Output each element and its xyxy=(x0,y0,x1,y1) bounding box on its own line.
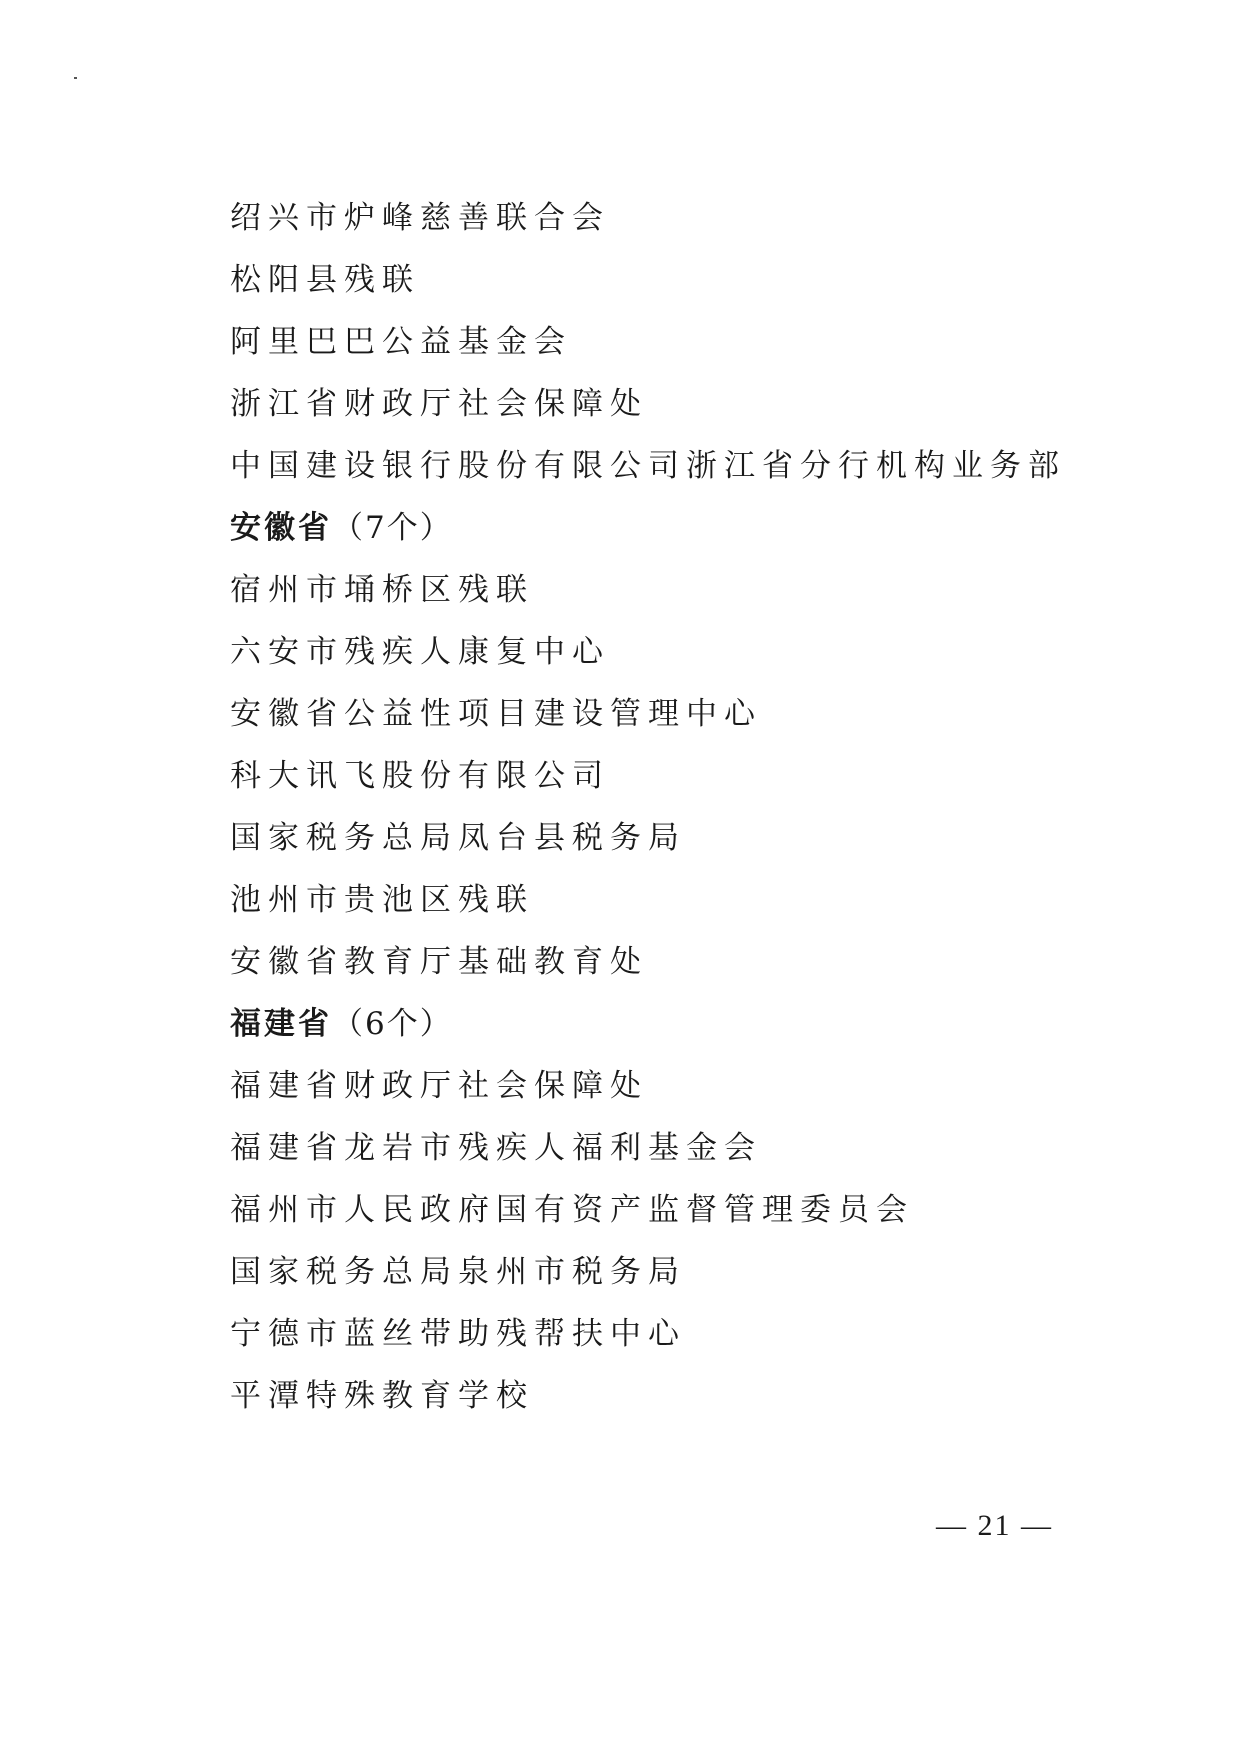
list-item: 宿州市埇桥区残联 xyxy=(230,572,534,608)
province-count: （6个） xyxy=(332,1006,453,1042)
list-item: 阿里巴巴公益基金会 xyxy=(230,324,572,360)
province-name: 福建省 xyxy=(230,1006,332,1042)
list-item: 六安市残疾人康复中心 xyxy=(230,634,610,670)
scan-speck xyxy=(74,77,77,79)
list-item: 国家税务总局泉州市税务局 xyxy=(230,1254,686,1290)
list-item: 福州市人民政府国有资产监督管理委员会 xyxy=(230,1192,914,1228)
section-heading-anhui xyxy=(230,508,453,548)
list-item: 绍兴市炉峰慈善联合会 xyxy=(230,200,610,236)
province-name: 安徽省 xyxy=(230,510,332,546)
list-item: 浙江省财政厅社会保障处 xyxy=(230,386,648,422)
list-item: 中国建设银行股份有限公司浙江省分行机构业务部 xyxy=(230,448,1066,484)
list-item: 国家税务总局凤台县税务局 xyxy=(230,820,686,856)
list-item: 安徽省教育厅基础教育处 xyxy=(230,944,648,980)
list-item: 科大讯飞股份有限公司 xyxy=(230,758,610,794)
province-count: （7个） xyxy=(332,510,453,546)
section-heading-fujian xyxy=(230,1004,453,1044)
list-item: 安徽省公益性项目建设管理中心 xyxy=(230,696,762,732)
page-number: — 21 — xyxy=(936,1509,1053,1542)
list-item: 福建省龙岩市残疾人福利基金会 xyxy=(230,1130,762,1166)
list-item: 宁德市蓝丝带助残帮扶中心 xyxy=(230,1316,686,1352)
list-item: 平潭特殊教育学校 xyxy=(230,1378,534,1414)
list-item: 池州市贵池区残联 xyxy=(230,882,534,918)
list-item: 松阳县残联 xyxy=(230,262,420,298)
list-item: 福建省财政厅社会保障处 xyxy=(230,1068,648,1104)
